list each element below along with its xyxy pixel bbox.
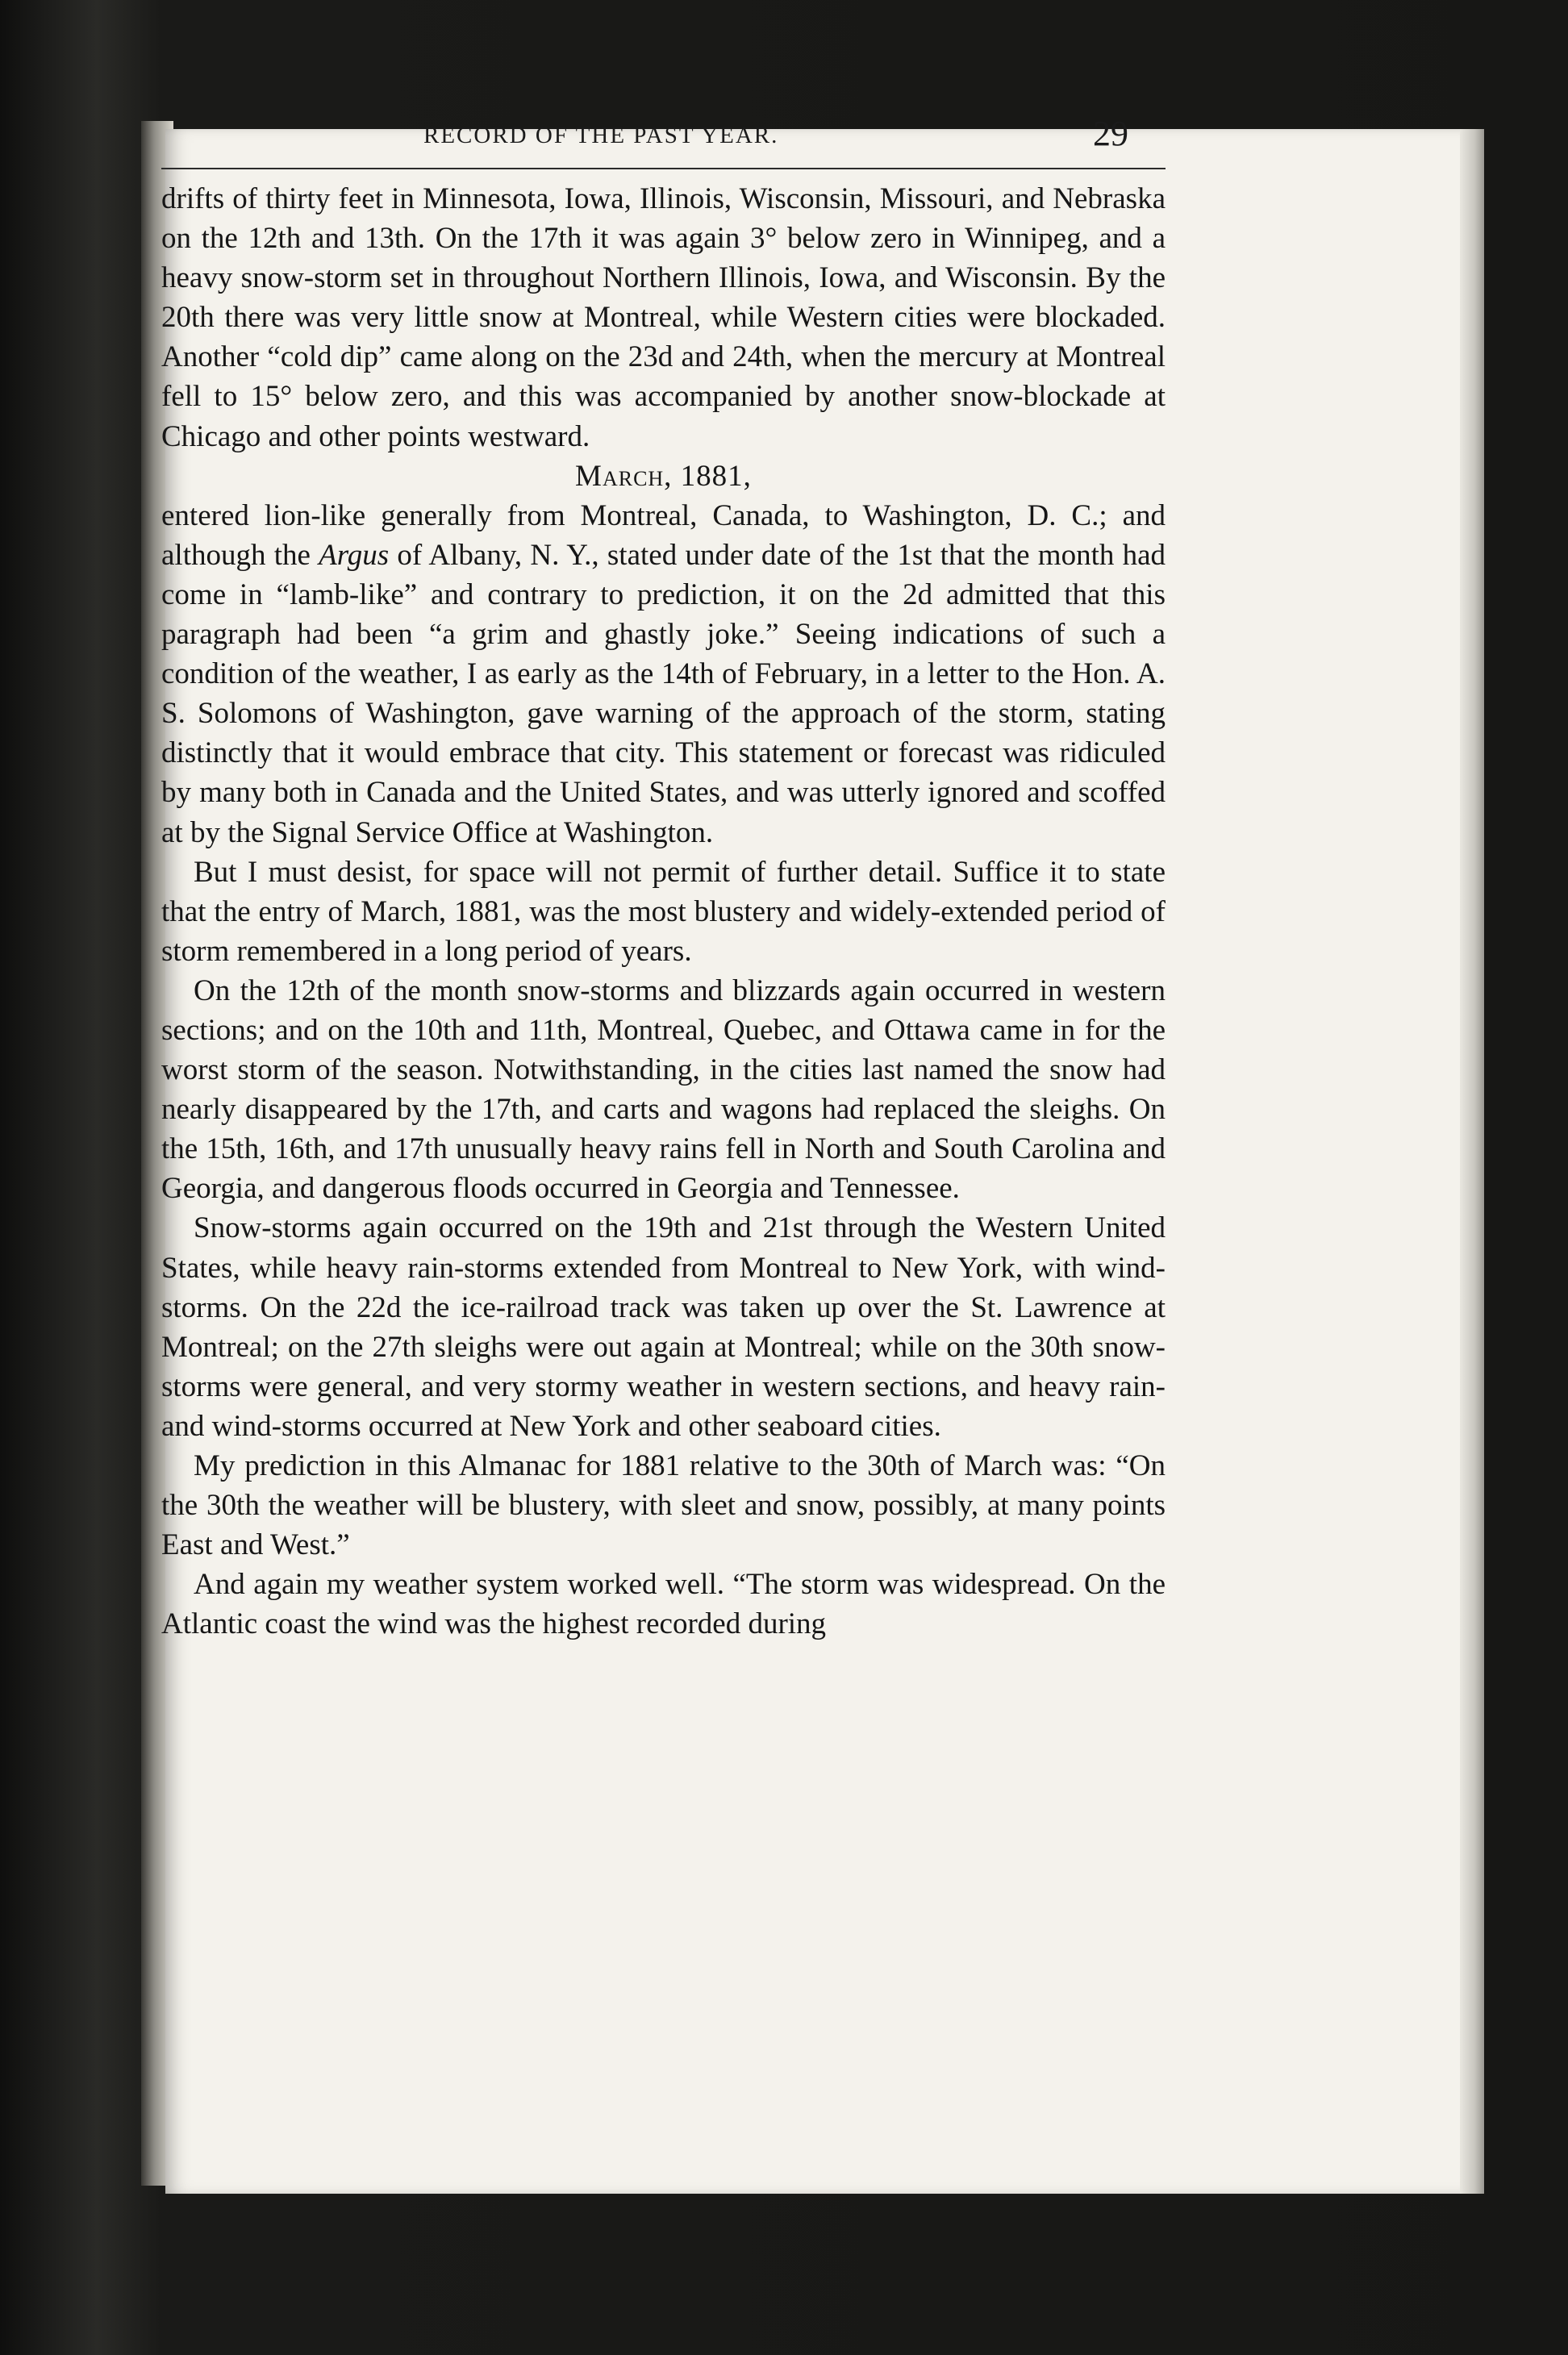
paragraph: My prediction in this Almanac for 1881 relative to the 30th of March was: “On the 30th the weather will be blustery, with sleet and snow, possibly, at many points East and West.” bbox=[161, 1449, 1166, 1562]
paragraph bbox=[161, 496, 1166, 852]
paragraph: On the 12th of the month snow-storms and blizzards again occurred in western sections; and on the 10th and 11th, Montreal, Quebec, and Ottawa came in for the worst storm of the season. Notwithstanding, in the cities last named the snow had nearly disappeared by the 17th, and carts and wagons had replaced the sleighs. On the 15th, 16th, and 17th unusually heavy rains fell in North and South Carolina and Georgia, and dangerous floods occurred in Georgia and Tennessee. bbox=[161, 973, 1166, 1206]
paragraph: drifts of thirty feet in Minnesota, Iowa, Illinois, Wisconsin, Missouri, and Nebraska on the 12th and 13th. On the 17th it was again 3° below zero in Winnipeg, and a heavy snow-storm set in throughout Northern Illinois, Iowa, and Wisconsin. By the 20th there was very little snow at Montreal, while Western cities were blockaded. Another “cold dip” came along on the 23d and 24th, when the mercury at Montreal fell to 15° below zero, and this was accompanied by another snow-blockade at Chicago and other points westward. bbox=[161, 182, 1166, 453]
header-rule bbox=[161, 168, 1166, 169]
page-edge bbox=[1460, 129, 1484, 2194]
running-head: RECORD OF THE PAST YEAR. bbox=[423, 123, 779, 148]
page-body bbox=[161, 179, 1166, 1644]
page-number: 29 bbox=[1093, 114, 1128, 153]
paragraph: Snow-storms again occurred on the 19th and 21st through the Western United States, while heavy rain-storms extended from Montreal to New York, with wind-storms. On the 22d the ice-railroad track was taken up over the St. Lawrence at Montreal; on the 27th sleighs were out again at Montreal; while on the 30th snow-storms were general, and very stormy weather in western sections, and heavy rain- and wind-storms occurred at New York and other seaboard cities. bbox=[161, 1211, 1166, 1443]
paragraph-text: of Albany, N. Y., stated under date of the 1st that the month had come in “lamb-like” and contrary to prediction, it on the 2d admitted that this paragraph had been “a grim and ghastly joke.” Seeing indications of such a condition of the weather, I as early as the 14th of February, in a letter to the Hon. A. S. Solomons of Washington, gave warning of the approach of the storm, stating distinctly that it would embrace that city. This statement or forecast was ridiculed by many both in Canada and the United States, and was utterly ignored and scoffed at by the Signal Service Office at Washington. bbox=[161, 538, 1166, 849]
paragraph-text: entered lion-like generally from Montreal, Canada, to Washington, D. C.; and although the bbox=[161, 498, 1166, 572]
paragraph: And again my weather system worked well. “The storm was widespread. On the Atlantic coast the wind was the highest recorded during bbox=[161, 1568, 1166, 1641]
italic-title: Argus bbox=[319, 538, 390, 572]
section-heading: March, 1881, bbox=[575, 459, 752, 493]
paragraph: But I must desist, for space will not permit of further detail. Suffice it to state that the entry of March, 1881, was the most blustery and widely-extended period of storm remembered in a long period of years. bbox=[161, 855, 1166, 968]
